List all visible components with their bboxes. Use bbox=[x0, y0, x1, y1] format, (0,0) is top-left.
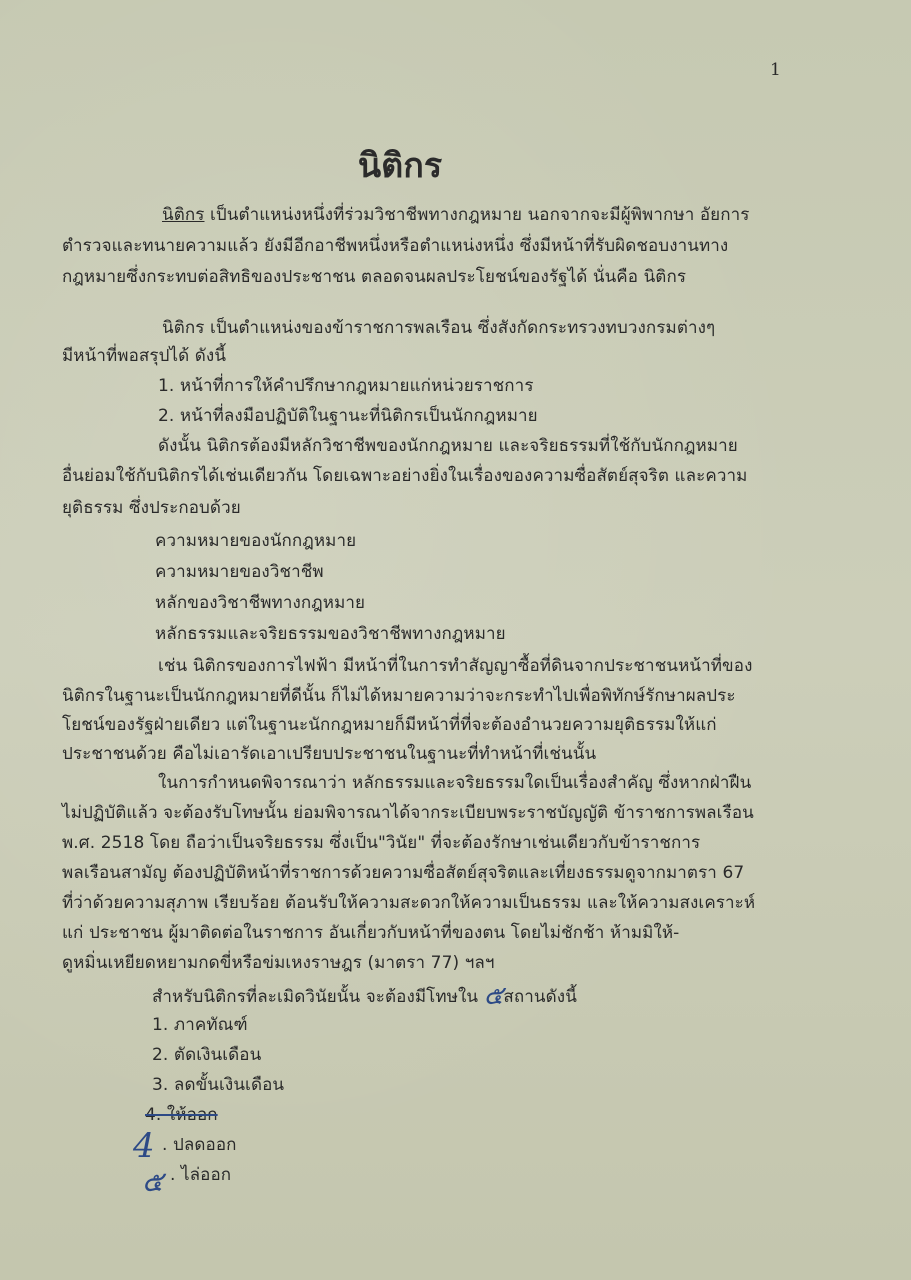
intro-keyword: นิติกร bbox=[162, 205, 205, 225]
para5-line-2: ไม่ปฏิบัติแล้ว จะต้องรับโทษนั้น ย่อมพิจารณาได้จากระเบียบพระราชบัญญัติ ข้าราชการพลเรือน bbox=[62, 803, 754, 823]
penalties-intro-text-end: สถานดังนี้ bbox=[503, 987, 577, 1007]
topic-item: หลักธรรมและจริยธรรมของวิชาชีพทางกฎหมาย bbox=[155, 624, 506, 644]
penalties-intro-text: สำหรับนิติกรที่ละเมิดวินัยนั้น จะต้องมีโทษใน bbox=[152, 987, 484, 1007]
para3-line-1: ดังนั้น นิติกรต้องมีหลักวิชาชีพของนักกฎหมาย และจริยธรรมที่ใช้กับนักกฎหมาย bbox=[158, 436, 738, 456]
penalty-item: . ไล่ออก bbox=[170, 1165, 232, 1185]
para4-line-2: นิติกรในฐานะเป็นนักกฎหมายที่ดีนั้น ก็ไม่ได้หมายความว่าจะกระทำไปเพื่อพิทักษ์รักษาผลประ bbox=[62, 686, 736, 706]
para5-line-7: ดูหมิ่นเหยียดหยามกดขี่หรือข่มเหงราษฎร (มาตรา 77) ฯลฯ bbox=[62, 953, 495, 973]
intro-line-1-text: เป็นตำแหน่งหนึ่งที่ร่วมวิชาชีพทางกฎหมาย นอกจากจะมีผู้พิพากษา อัยการ bbox=[204, 205, 750, 225]
penalty-item: 1. ภาคทัณฑ์ bbox=[152, 1015, 248, 1035]
para2-line-1: นิติกร เป็นตำแหน่งของข้าราชการพลเรือน ซึ่งสังกัดกระทรวงทบวงกรมต่างๆ bbox=[162, 318, 716, 338]
duty-item-1: 1. หน้าที่การให้คำปรึกษากฎหมายแก่หน่วยราชการ bbox=[158, 376, 534, 396]
handwritten-count: ๕ bbox=[483, 981, 504, 1011]
para5-line-3: พ.ศ. 2518 โดย ถือว่าเป็นจริยธรรม ซึ่งเป็น"วินัย" ที่จะต้องรักษาเช่นเดียวกับข้าราชการ bbox=[62, 833, 701, 853]
intro-line-3: กฎหมายซึ่งกระทบต่อสิทธิของประชาชน ตลอดจนผลประโยชน์ของรัฐได้ นั่นคือ นิติกร bbox=[62, 267, 687, 287]
para3-line-3: ยุติธรรม ซึ่งประกอบด้วย bbox=[62, 498, 241, 518]
penalty-item: 3. ลดขั้นเงินเดือน bbox=[152, 1075, 285, 1095]
topic-item: ความหมายของวิชาชีพ bbox=[155, 562, 324, 582]
para5-line-5: ที่ว่าด้วยความสุภาพ เรียบร้อย ต้อนรับให้ความสะดวกให้ความเป็นธรรม และให้ความสงเคราะห์ bbox=[62, 893, 756, 913]
para3-line-2: อื่นย่อมใช้กับนิติกรได้เช่นเดียวกัน โดยเฉพาะอย่างยิ่งในเรื่องของความซื่อสัตย์สุจริต และความ bbox=[62, 466, 748, 486]
para5-line-6: แก่ ประชาชน ผู้มาติดต่อในราชการ อันเกี่ยวกับหน้าที่ของตน โดยไม่ชักช้า ห้ามมิให้- bbox=[62, 923, 680, 943]
penalty-item-struck: 4. ให้ออก bbox=[145, 1105, 218, 1125]
page-number: 1 bbox=[770, 60, 781, 80]
handwritten-number-5: ๕ bbox=[142, 1165, 164, 1198]
topic-item: ความหมายของนักกฎหมาย bbox=[155, 531, 357, 551]
intro-line-1 bbox=[162, 204, 750, 226]
penalty-item: . ปลดออก bbox=[162, 1135, 237, 1155]
penalty-item: 2. ตัดเงินเดือน bbox=[152, 1045, 262, 1065]
handwritten-number-4: 4 bbox=[133, 1126, 155, 1166]
para5-line-1: ในการกำหนดพิจารณาว่า หลักธรรมและจริยธรรมใดเป็นเรื่องสำคัญ ซึ่งหากฝ่าฝืน bbox=[158, 773, 752, 793]
para5-line-4: พลเรือนสามัญ ต้องปฏิบัติหน้าที่ราชการด้วยความซื่อสัตย์สุจริตและเที่ยงธรรมดูจากมาตรา 67 bbox=[62, 863, 745, 883]
para4-line-3: โยชน์ของรัฐฝ่ายเดียว แต่ในฐานะนักกฎหมายก็มีหน้าที่ที่จะต้องอำนวยความยุติธรรมให้แก่ bbox=[62, 715, 717, 735]
penalties-intro bbox=[152, 981, 577, 1011]
duty-item-2: 2. หน้าที่ลงมือปฏิบัติในฐานะที่นิติกรเป็นนักกฎหมาย bbox=[158, 406, 538, 426]
para4-line-4: ประชาชนด้วย คือไม่เอารัดเอาเปรียบประชาชนในฐานะที่ทำหน้าที่เช่นนั้น bbox=[62, 744, 597, 764]
para2-line-2: มีหน้าที่พอสรุปได้ ดังนี้ bbox=[62, 346, 227, 366]
para4-line-1: เช่น นิติกรของการไฟฟ้า มีหน้าที่ในการทำสัญญาซื้อที่ดินจากประชาชนหน้าที่ของ bbox=[158, 656, 753, 676]
topic-item: หลักของวิชาชีพทางกฎหมาย bbox=[155, 593, 366, 613]
page-title: นิติกร bbox=[357, 146, 443, 186]
intro-line-2: ตำรวจและทนายความแล้ว ยังมีอีกอาชีพหนึ่งหรือตำแหน่งหนึ่ง ซึ่งมีหน้าที่รับผิดชอบงานทาง bbox=[62, 236, 729, 256]
